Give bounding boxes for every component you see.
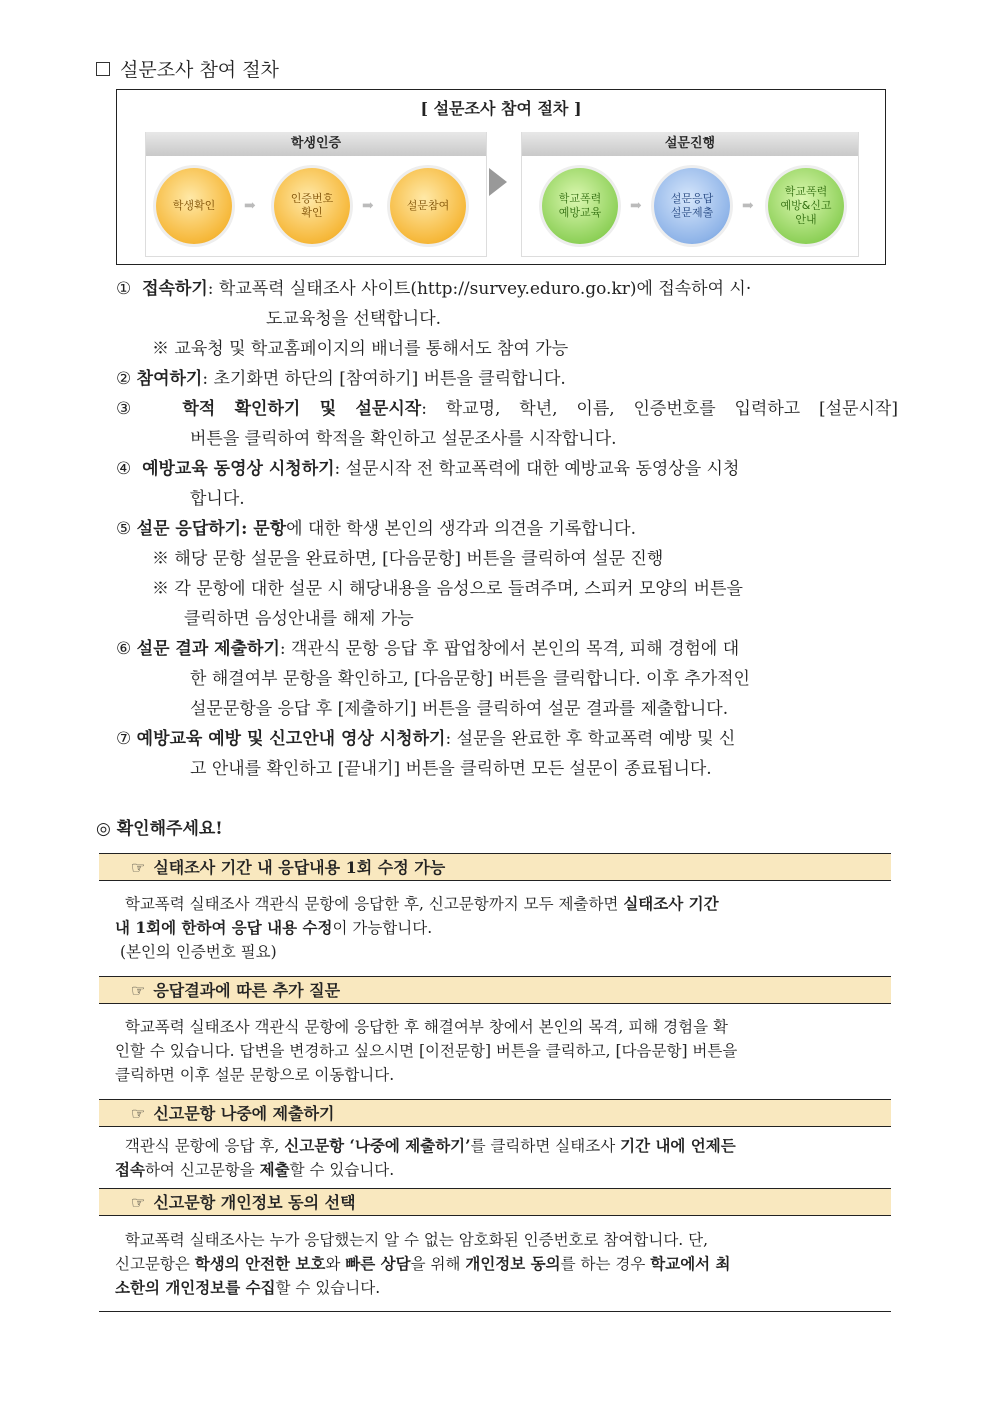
- arrow-right-icon: ➡: [630, 198, 642, 214]
- step-4: ④ 예방교육 동영상 시청하기: 설문시작 전 학교폭력에 대한 예방교육 동영상을 시청: [116, 459, 740, 479]
- pointing-hand-icon: ☞: [131, 1193, 146, 1212]
- chevron-right-icon: [489, 168, 507, 196]
- diagram-title: [ 설문조사 참여 절차 ]: [420, 99, 582, 118]
- step-2: ② 참여하기: 초기화면 하단의 [참여하기] 버튼을 클릭합니다.: [116, 369, 566, 389]
- pointing-hand-icon: ☞: [131, 858, 146, 877]
- pointing-hand-icon: ☞: [131, 981, 146, 1000]
- step-6: ⑥ 설문 결과 제출하기: 객관식 문항 응답 후 팝업창에서 본인의 목격, 피해 경험에 대: [116, 639, 740, 659]
- step-note: ※ 각 문항에 대한 설문 시 해당내용을 음성으로 들려주며, 스피커 모양의 버튼을: [152, 579, 743, 599]
- step-circle: 설문참여: [390, 168, 466, 244]
- arrow-right-icon: ➡: [362, 198, 374, 214]
- step-5: ⑤ 설문 응답하기: 문항에 대한 학생 본인의 생각과 의견을 기록합니다.: [116, 519, 637, 539]
- end-divider: [99, 1311, 891, 1312]
- checkbox-square-icon: [96, 62, 110, 76]
- step-circle: 학생확인: [156, 168, 232, 244]
- step-circle: 설문응답 설문제출: [654, 168, 730, 244]
- step-6-cont2: 설문문항을 응답 후 [제출하기] 버튼을 클릭하여 설문 결과를 제출합니다.: [190, 699, 729, 719]
- section-title: [96, 55, 279, 82]
- notice-header: ☞ 신고문항 개인정보 동의 선택: [99, 1188, 891, 1216]
- step-3-cont: 버튼을 클릭하여 학적을 확인하고 설문조사를 시작합니다.: [190, 429, 617, 449]
- arrow-right-icon: ➡: [742, 198, 754, 214]
- step-note-cont: 클릭하면 음성안내를 해제 가능: [184, 609, 414, 629]
- group-survey-progress: [521, 132, 859, 257]
- arrow-right-icon: ➡: [244, 198, 256, 214]
- step-1-cont: 도교육청을 선택합니다.: [266, 309, 442, 329]
- step-circle: 학교폭력 예방&신고 안내: [768, 168, 844, 244]
- notice-body: 객관식 문항에 응답 후, 신고문항 ‘나중에 제출하기’를 클릭하면 실태조사 기간 내에 언제든 접속하여 신고문항을 제출할 수 있습니다.: [115, 1136, 736, 1179]
- pointing-hand-icon: ☞: [131, 1104, 146, 1123]
- step-1: ① 접속하기: 학교폭력 실태조사 사이트(http://survey.eduro.go.kr)에 접속하여 시·: [116, 279, 752, 299]
- group-student-auth: [145, 132, 487, 257]
- step-4-cont: 합니다.: [190, 489, 245, 509]
- notice-body: 학교폭력 실태조사는 누가 응답했는지 알 수 없는 암호화된 인증번호로 참여합니다. 단, 신고문항은 학생의 안전한 보호와 빠른 상담을 위해 개인정보 동의를 하는 경우 학교에서 최 소한의 개인정보를 수집할 수 있습니다.: [115, 1231, 731, 1297]
- notice-body: 학교폭력 실태조사 객관식 문항에 응답한 후 해결여부 창에서 본인의 목격, 피해 경험을 확 인할 수 있습니다. 답변을 변경하고 싶으시면 [이전문항] 버튼을 클릭하고, [다음문항] 버튼을 클릭하면 이후 설문 문항으로 이동합니다.: [115, 1018, 738, 1084]
- step-note: ※ 교육청 및 학교홈페이지의 배너를 통해서도 참여 가능: [152, 339, 569, 359]
- step-6-cont: 한 해결여부 문항을 확인하고, [다음문항] 버튼을 클릭합니다. 이후 추가적인: [190, 669, 750, 689]
- notice-header: ☞ 응답결과에 따른 추가 질문: [99, 976, 891, 1004]
- section-title-text: 설문조사 참여 절차: [120, 59, 279, 81]
- notice-body: 학교폭력 실태조사 객관식 문항에 응답한 후, 신고문항까지 모두 제출하면 실태조사 기간 내 1회에 한하여 응답 내용 수정이 가능합니다. (본인의 인증번호 필요): [115, 894, 719, 961]
- notice-header: ☞ 신고문항 나중에 제출하기: [99, 1099, 891, 1127]
- step-7: ⑦ 예방교육 예방 및 신고안내 영상 시청하기: 설문을 완료한 후 학교폭력 예방 및 신: [116, 729, 736, 749]
- check-title: ◎ 확인해주세요!: [96, 819, 223, 839]
- group-label: 설문진행: [522, 132, 858, 156]
- step-7-cont: 고 안내를 확인하고 [끝내기] 버튼을 클릭하면 모든 설문이 종료됩니다.: [190, 759, 712, 779]
- step-note: ※ 해당 문항 설문을 완료하면, [다음문항] 버튼을 클릭하여 설문 진행: [152, 549, 664, 569]
- group-label: 학생인증: [146, 132, 486, 156]
- step-circle: 인증번호 확인: [274, 168, 350, 244]
- step-3: ③ 학적 확인하기 및 설문시작: 학교명, 학년, 이름, 인증번호를 입력하고 [설문시작]: [116, 399, 898, 419]
- notice-header: ☞ 실태조사 기간 내 응답내용 1회 수정 가능: [99, 853, 891, 881]
- procedure-diagram: [116, 89, 886, 265]
- step-circle: 학교폭력 예방교육: [542, 168, 618, 244]
